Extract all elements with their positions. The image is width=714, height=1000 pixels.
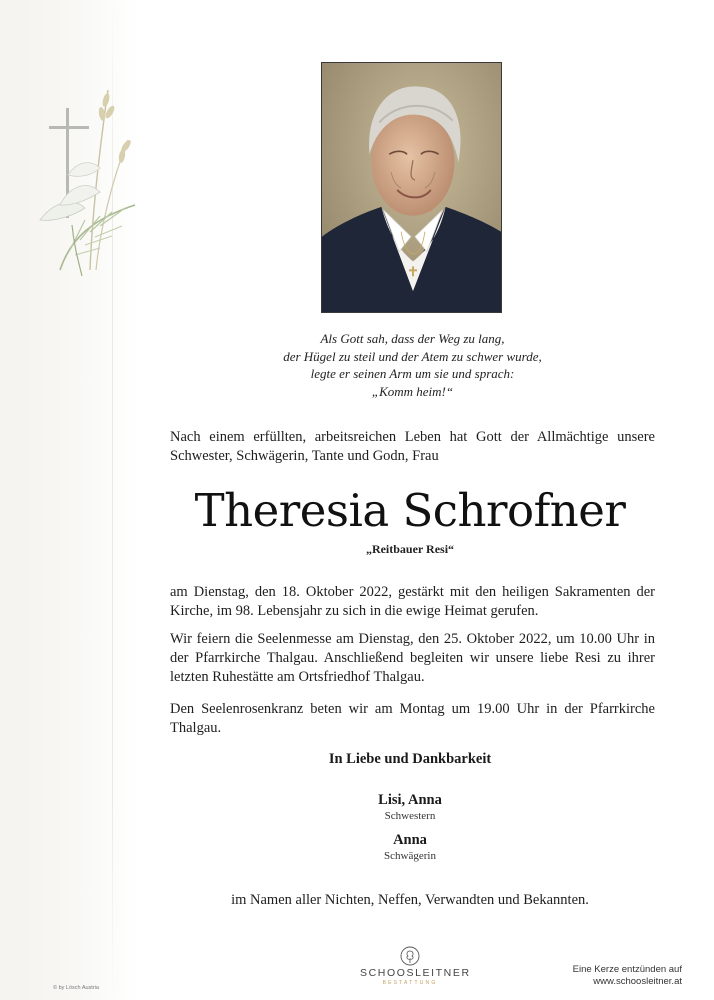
- funeral-mass-paragraph: Wir feiern die Seelenmesse am Dienstag, den 25. Oktober 2022, um 10.00 Uhr in der Pfarrkirche Thalgau. Anschließend begleiten wir unsere liebe Resi zu ihrer letzten Ruhestätte am Ortsfriedhof Thalgau.: [170, 631, 655, 685]
- closing-dedication: In Liebe und Dankbarkeit: [328, 751, 492, 767]
- poem-line: Als Gott sah, dass der Weg zu lang,: [320, 331, 505, 346]
- cross-lily-icon: [30, 80, 145, 280]
- intro-paragraph: Nach einem erfüllten, arbeitsreichen Leben hat Gott der Allmächtige unsere Schwester, Schwägerin, Tante und Godn, Frau: [170, 429, 655, 464]
- rose-icon: [400, 946, 420, 966]
- death-date-paragraph: am Dienstag, den 18. Oktober 2022, gestärkt mit den heiligen Sakramenten der Kirche, im 98. Lebensjahr zu sich in die ewige Heimat gerufen.: [170, 584, 655, 619]
- candle-text: Eine Kerze entzünden auf: [572, 964, 682, 975]
- undertaker-logo: [360, 946, 471, 986]
- brand-name: SCHOOSLEITNER: [360, 967, 471, 979]
- mourner-relation: Schwägerin: [384, 850, 436, 862]
- poem-line: der Hügel zu steil und der Atem zu schwer wurde,: [283, 348, 542, 364]
- brand-subtitle: BESTATTUNG: [382, 980, 438, 986]
- poem: [240, 330, 585, 400]
- behalf-line: im Namen aller Nichten, Neffen, Verwandten und Bekannten.: [231, 892, 589, 908]
- deceased-nickname: „Reitbauer Resi“: [365, 542, 455, 556]
- mourner-name: Lisi, Anna: [378, 792, 442, 808]
- poem-line: „Komm heim!“: [371, 383, 454, 399]
- candle-notice: [573, 964, 682, 988]
- poem-line: legte er seinen Arm um sie und sprach:: [310, 366, 515, 381]
- deceased-name: Theresia Schrofner: [194, 484, 626, 537]
- candle-website-link[interactable]: www.schoosleitner.at: [593, 976, 682, 987]
- portrait-photo: [321, 62, 502, 313]
- mourner-name: Anna: [393, 832, 427, 848]
- copyright-note: © by Lösch Austria: [53, 985, 99, 991]
- mourner-relation: Schwestern: [384, 810, 436, 822]
- rosary-paragraph: Den Seelenrosenkranz beten wir am Montag um 19.00 Uhr in der Pfarrkirche Thalgau.: [170, 701, 655, 736]
